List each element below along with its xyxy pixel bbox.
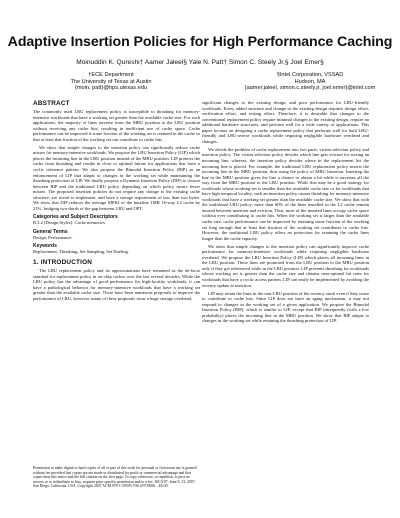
abstract-paragraph: The commonly used LRU replacement policy is susceptible to thrashing for memory-intensive workloads that have a working set greater than the available cache size. For such applications, the majority of lines traverse from the MRU position to the LRU position without receiving any cache hits, resulting in inefficient use of cache space. Cache performance can be improved if some fraction of the working set is retained in the cache so that at least that fraction of the working set can contribute to cache hits. [33, 109, 200, 142]
body-paragraph: significant changes to the existing design, and poor performance for LRU-friendly workloads. Every added structure and change to the existing design requires design effort, verification effort, and testing effort. Therefore, it is desirable that changes to the conventional replacement policy require minimal changes to the existing design, require no additional hardware structures, and perform well for a wide variety of applications. This paper focuses on designing a cache replacement policy that performs well for both LRU-friendly and LRU-averse workloads while requiring negligible hardware overhead and changes. [202, 100, 369, 144]
affiliation-left [36, 72, 186, 92]
affiliation-line: †ECE Department [88, 72, 134, 78]
author-list: Moinuddin K. Qureshi† Aamer Jaleel§ Yale N. Patt† Simon C. Steely Jr.§ Joel Emer§ [76, 59, 324, 66]
affiliation-email: {aamer.jaleel, simon.c.steely.jr, joel.emer}@intel.com [244, 85, 376, 92]
affiliation-line: Hudson, MA [294, 78, 326, 85]
body-paragraph: We show that simple changes to the insertion policy can significantly improve cache performance for memory-intensive workloads while requiring negligible hardware overhead. We propose the LRU Insertion Policy (LIP) which places all incoming lines in the LRU position. These lines are promoted from the LRU position to the MRU position only if they get referenced while in the LRU position. LIP prevents thrashing for workloads whose working set is greater than the cache size and obtains near-optimal hit rates for workloads that have a cyclic access pattern. LIP can easily be implemented by avoiding the recency update at insertion. [202, 243, 369, 288]
categories-heading: Categories and Subject Descriptors [33, 214, 118, 221]
general-terms-text: Design, Performance. [33, 234, 73, 240]
affiliation-right [225, 72, 395, 92]
affiliation-line: The University of Texas at Austin [70, 78, 152, 85]
keywords-heading: Keywords [33, 243, 57, 250]
general-terms-heading: General Terms [33, 228, 68, 235]
paper-title: Adaptive Insertion Policies for High Performance Caching [7, 34, 393, 50]
left-column [33, 100, 200, 304]
affiliation-email: {moin, patt}@hps.utexas.edu [75, 85, 147, 92]
body-paragraph: We divide the problem of cache replacement into two parts: victim selection policy and insertion policy. The victim selection policy decides which line gets evicted for storing an incoming line, whereas, the insertion policy decides where in the replacement list the incoming line is placed. For example, the traditional LRU replacement policy inserts the incoming line in the MRU position, thus using the policy of MRU Insertion. Inserting the line in the MRU position gives the line a chance to obtain a hit while it traverses all the way from the MRU position to the LRU position. While this may be a good strategy for workloads whose working-set is smaller than the available cache size or for workloads that have high temporal locality, such an insertion policy causes thrashing for memory-intensive workloads that have a working set greater than the available cache size. We show that with the traditional LRU policy, more than 60% of the lines installed in the L2 cache remain unused between insertion and eviction. Thus, most of the inserted lines occupy cache space without ever contributing to cache hits. When the working set is larger than the available cache size, cache performance can be improved by retaining some fraction of the working set long enough that at least that fraction of the working set contributes to cache hits. However, the traditional LRU policy offers no protection for retaining the cache lines longer than the cache capacity. [202, 146, 369, 241]
introduction-heading: 1. INTRODUCTION [33, 258, 93, 266]
right-column [202, 100, 369, 326]
body-paragraph: LIP may retain the lines in the non-LRU position of the recency stack even if they cease to contribute to cache hits. Since LIP does not have an aging mechanism, it may not respond to changes in the working set of a given application. We propose the Bimodal Insertion Policy (BIP), which is similar to LIP, except that BIP infrequently (with a low probability) places the incoming line in the MRU position. We show that BIP adapts to changes in the working set while retaining the thrashing protection of LIP. [202, 290, 369, 324]
copyright-footnote: Permission to make digital or hard copies of all or part of this work for personal or classroom use is granted without fee provided that copies are not made or distributed for profit or commercial advantage and that copies bear this notice and the full citation on the first page. To copy otherwise, to republish, to post on servers or to redistribute to lists, requires prior specific permission and/or a fee. ISCA'07, June 9–13, 2007, San Diego, California, USA. Copyright 2007 ACM 978-1-59593-706-3/07/0006 ...$5.00. [33, 466, 197, 489]
introduction-paragraph: The LRU replacement policy and its approximations have remained as the de-facto standard for replacement policy in on-chip caches over the last several decades. While the LRU policy has the advantage of good performance for high-locality workloads, it can have a pathological behavior for memory-intensive workloads that have a working set greater than the available cache size. There have been numerous proposals to improve the performance of LRU, however, many of these proposals incur a huge storage overhead, [33, 267, 200, 301]
abstract-paragraph: We show that simple changes to the insertion policy can significantly reduce cache misses for memory-intensive workloads. We propose the LRU Insertion Policy (LIP) which places the incoming line in the LRU position instead of the MRU position. LIP protects the cache from thrashing and results in close to optimal hitrate for applications that have a cyclic reference pattern. We also propose the Bimodal Insertion Policy (BIP) as an enhancement of LIP that adapts to changes in the working set while maintaining the thrashing protection of LIP. We finally propose a Dynamic Insertion Policy (DIP) to choose between BIP and the traditional LRU policy depending on which policy incurs fewer misses. The proposed insertion policies do not require any change to the existing cache structure, are trivial to implement, and have a storage requirement of less than two bytes. We show that DIP reduces the average MPKI of the baseline 1MB 16-way L2 cache by 21%, bridging two-thirds of the gap between LRU and OPT. [33, 144, 200, 211]
abstract-heading: ABSTRACT [33, 100, 70, 107]
affiliation-line: §Intel Corporation, VSSAD [276, 72, 344, 78]
categories-text: B.3.2 [Design Styles]: Cache memories [33, 220, 105, 226]
keywords-text: Replacement, Thrashing, Set Sampling, Set Dueling. [33, 249, 130, 255]
